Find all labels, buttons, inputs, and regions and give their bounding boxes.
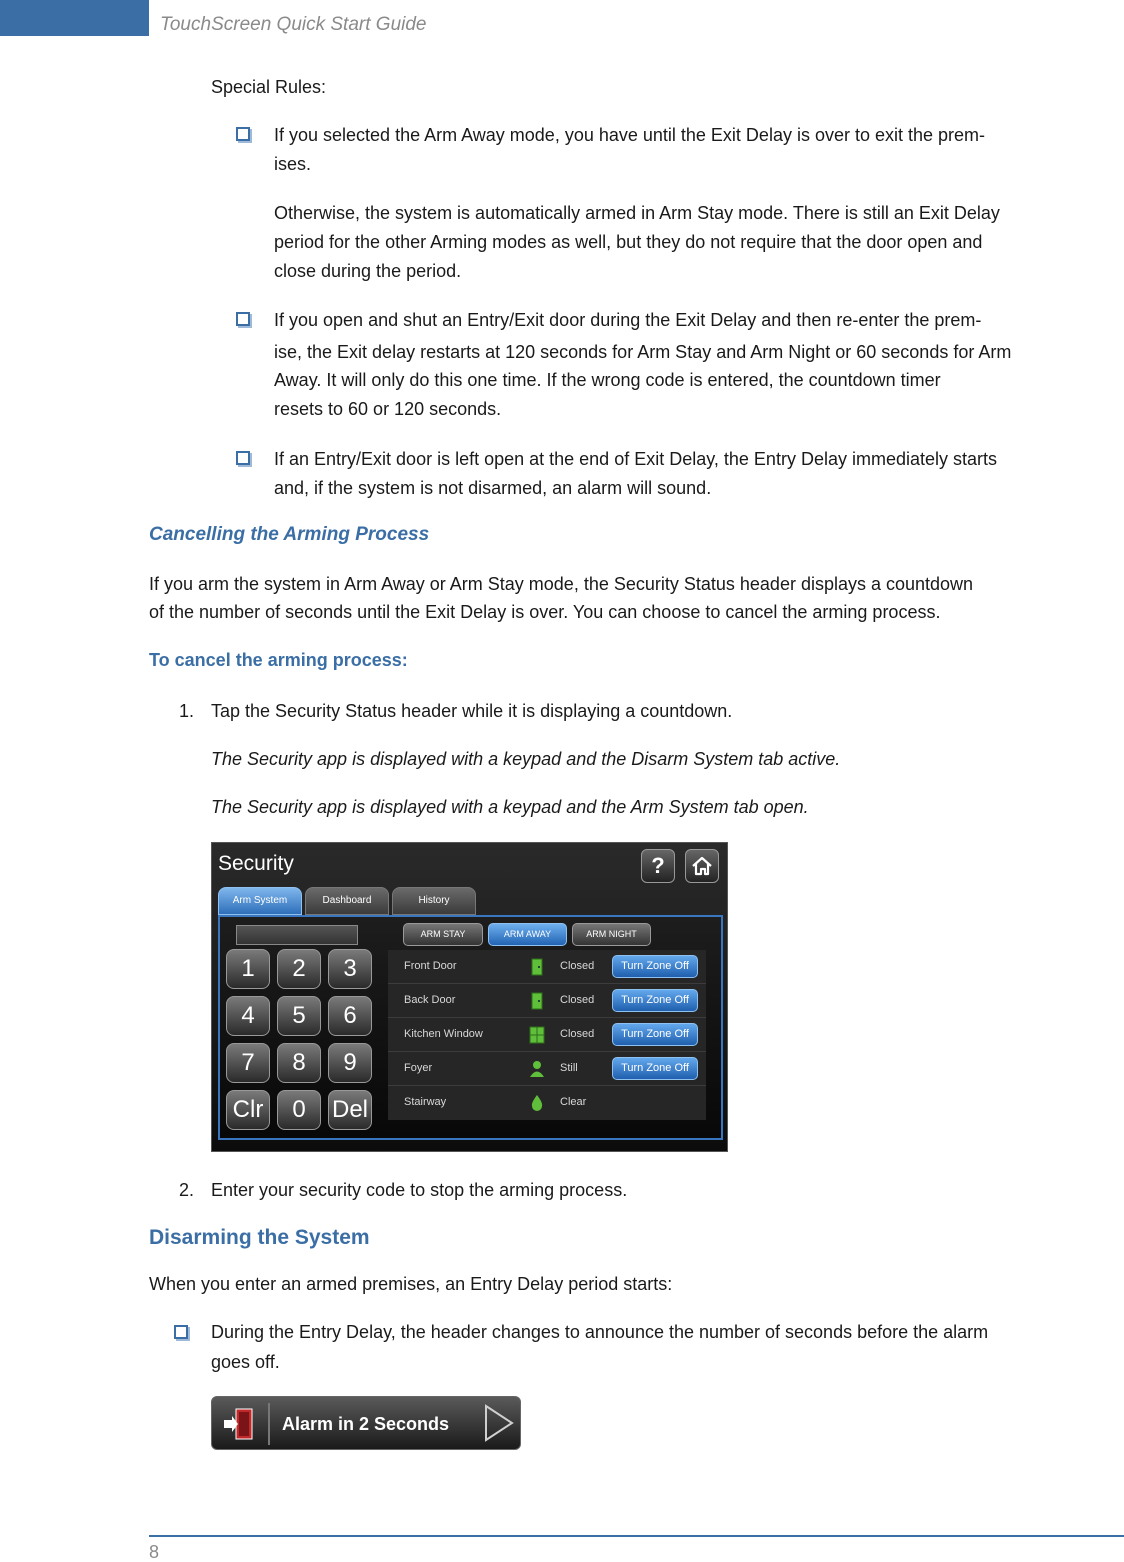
- zone-row: [388, 984, 706, 1018]
- help-button[interactable]: [641, 849, 675, 883]
- zone-name: Front Door: [404, 960, 457, 972]
- keypad-key-9[interactable]: 9: [328, 1043, 372, 1083]
- zone-name: Stairway: [404, 1096, 447, 1108]
- keypad-key-3[interactable]: 3: [328, 949, 372, 989]
- turn-zone-off-button[interactable]: Turn Zone Off: [612, 989, 698, 1012]
- disarming-body: When you enter an armed premises, an Entry Delay period starts:: [149, 1274, 673, 1294]
- keypad-key-1[interactable]: 1: [226, 949, 270, 989]
- zone-row: [388, 1052, 706, 1086]
- step2-number: 2.: [179, 1180, 195, 1200]
- exit-door-icon: [222, 1406, 258, 1442]
- checkbox-bullet-icon: [236, 312, 250, 326]
- door-sensor-icon: [529, 958, 545, 976]
- disarming-bullet-line1: During the Entry Delay, the header changes to announce the number of seconds before the alarm: [211, 1322, 989, 1342]
- question-icon: ?: [651, 853, 665, 878]
- tab-history[interactable]: History: [392, 887, 476, 915]
- alarm-countdown-banner[interactable]: [211, 1396, 521, 1450]
- document-title: TouchScreen Quick Start Guide: [160, 14, 427, 35]
- arm-night-button[interactable]: ARM NIGHT: [572, 923, 651, 946]
- motion-sensor-icon: [529, 1060, 545, 1078]
- door-sensor-icon: [529, 992, 545, 1010]
- security-title: Security: [218, 852, 294, 875]
- zone-name: Back Door: [404, 994, 456, 1006]
- zone-name: Kitchen Window: [404, 1028, 483, 1040]
- checkbox-bullet-icon: [236, 451, 250, 465]
- keypad-key-2[interactable]: 2: [277, 949, 321, 989]
- zone-status: Still: [560, 1062, 578, 1074]
- keypad-key-5[interactable]: 5: [277, 996, 321, 1036]
- keypad-key-delete[interactable]: Del: [328, 1090, 372, 1130]
- turn-zone-off-button[interactable]: Turn Zone Off: [612, 1057, 698, 1080]
- zone-row: [388, 1018, 706, 1052]
- turn-zone-off-button[interactable]: Turn Zone Off: [612, 955, 698, 978]
- tab-dashboard[interactable]: Dashboard: [305, 887, 389, 915]
- page-number: 8: [149, 1542, 160, 1562]
- keypad-key-4[interactable]: 4: [226, 996, 270, 1036]
- zone-name: Foyer: [404, 1062, 433, 1074]
- step1-result1: The Security app is displayed with a keypad and the Disarm System tab active.: [211, 749, 841, 769]
- disarming-bullet-line2: goes off.: [211, 1352, 280, 1372]
- rule2-line4: resets to 60 or 120 seconds.: [274, 399, 502, 419]
- smoke-sensor-icon: [529, 1094, 545, 1112]
- keypad-key-8[interactable]: 8: [277, 1043, 321, 1083]
- keypad-key-0[interactable]: 0: [277, 1090, 321, 1130]
- header-bar: [0, 0, 149, 36]
- alarm-countdown-text: Alarm in 2 Seconds: [282, 1414, 450, 1434]
- zone-row: [388, 950, 706, 984]
- disarming-heading: Disarming the System: [149, 1226, 370, 1249]
- keypad-key-clear[interactable]: Clr: [226, 1090, 270, 1130]
- rule1-line1: If you selected the Arm Away mode, you have until the Exit Delay is over to exit the prem-: [274, 125, 986, 145]
- step2-text: Enter your security code to stop the arming process.: [211, 1180, 628, 1200]
- zone-status: Clear: [560, 1096, 587, 1108]
- rule2-line3: Away. It will only do this one time. If the wrong code is entered, the countdown timer: [274, 370, 941, 390]
- tab-arm-system[interactable]: Arm System: [218, 887, 302, 915]
- rule2-line1: If you open and shut an Entry/Exit door during the Exit Delay and then re-enter the prem-: [274, 310, 982, 330]
- cancelling-heading: Cancelling the Arming Process: [149, 524, 430, 545]
- arm-away-button[interactable]: ARM AWAY: [488, 923, 567, 946]
- checkbox-bullet-icon: [236, 127, 250, 141]
- special-rules-heading: Special Rules:: [211, 77, 327, 97]
- keypad-key-6[interactable]: 6: [328, 996, 372, 1036]
- rule3-line1: If an Entry/Exit door is left open at the end of Exit Delay, the Entry Delay immediately starts: [274, 449, 997, 469]
- footer-rule: [149, 1535, 1124, 1537]
- cancelling-body-line1: If you arm the system in Arm Away or Arm Stay mode, the Security Status header displays a countdown: [149, 574, 974, 594]
- play-arrow-icon: [482, 1403, 516, 1443]
- rule1-note-line3: close during the period.: [274, 261, 462, 281]
- arm-system-panel: [218, 915, 723, 1140]
- zone-status: Closed: [560, 960, 595, 972]
- code-entry-field[interactable]: [236, 925, 358, 945]
- step1-result2: The Security app is displayed with a keypad and the Arm System tab open.: [211, 797, 809, 817]
- home-icon: [690, 854, 714, 878]
- rule1-line2: ises.: [274, 154, 312, 174]
- arm-stay-button[interactable]: ARM STAY: [403, 923, 483, 946]
- zone-row: [388, 1086, 706, 1120]
- rule3-line2: and, if the system is not disarmed, an alarm will sound.: [274, 478, 712, 498]
- banner-divider: [268, 1403, 270, 1445]
- cancelling-body-line2: of the number of seconds until the Exit Delay is over. You can choose to cancel the arming process.: [149, 602, 941, 622]
- keypad-key-7[interactable]: 7: [226, 1043, 270, 1083]
- step1-text: Tap the Security Status header while it is displaying a countdown.: [211, 701, 733, 721]
- rule1-note-line2: period for the other Arming modes as well, but they do not require that the door open and: [274, 232, 983, 252]
- home-button[interactable]: [685, 849, 719, 883]
- rule1-note-line1: Otherwise, the system is automatically armed in Arm Stay mode. There is still an Exit Delay: [274, 203, 1000, 223]
- window-sensor-icon: [529, 1026, 545, 1044]
- zone-list: [388, 950, 706, 1120]
- rule2-line2: ise, the Exit delay restarts at 120 seconds for Arm Stay and Arm Night or 60 seconds for Arm: [274, 342, 1012, 362]
- zone-status: Closed: [560, 994, 595, 1006]
- checkbox-bullet-icon: [174, 1325, 188, 1339]
- turn-zone-off-button[interactable]: Turn Zone Off: [612, 1023, 698, 1046]
- security-app-screenshot: [211, 842, 728, 1152]
- zone-status: Closed: [560, 1028, 595, 1040]
- procedure-heading: To cancel the arming process:: [149, 650, 408, 670]
- step1-number: 1.: [179, 701, 195, 721]
